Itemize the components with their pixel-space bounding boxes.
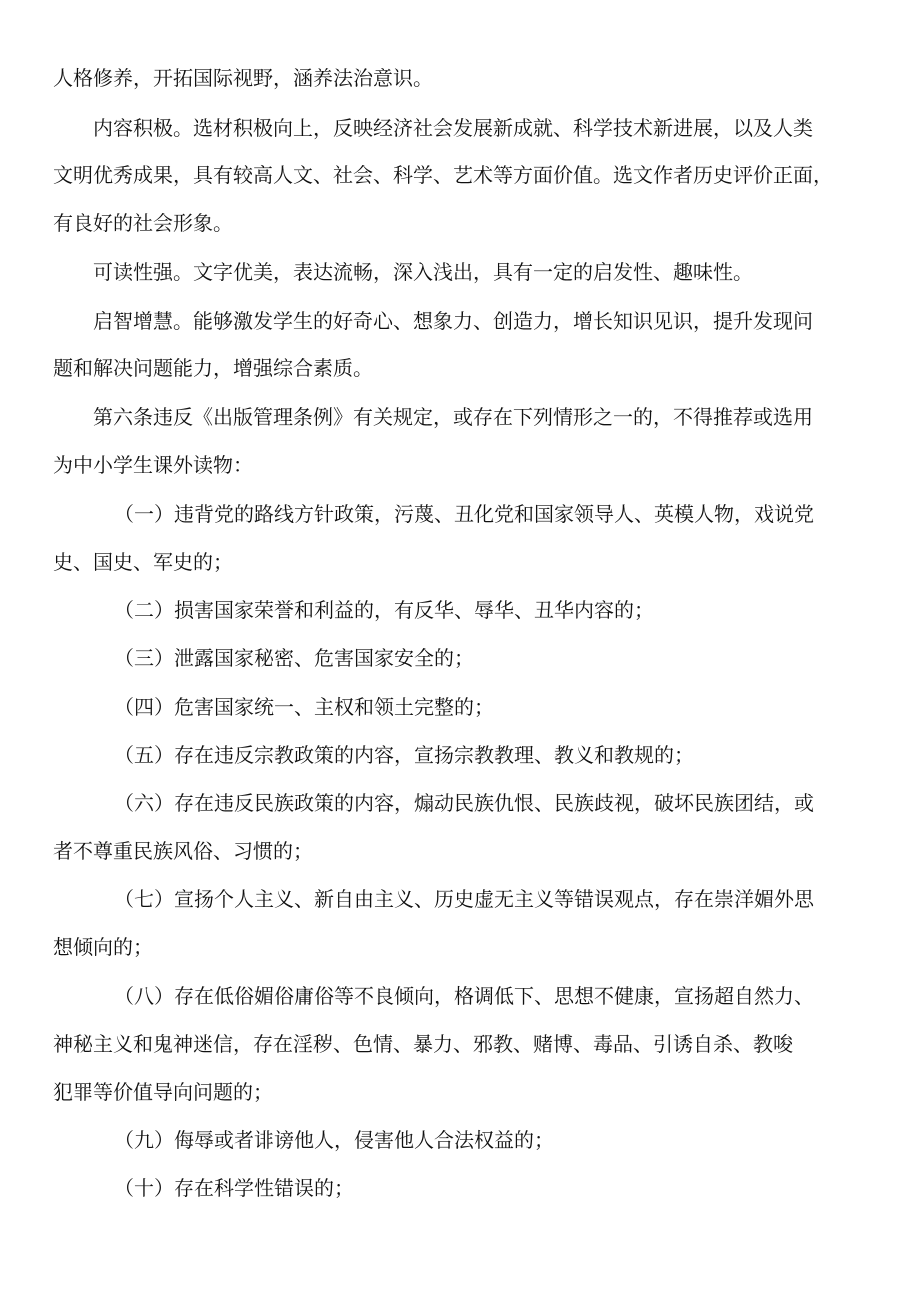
text-line: 神秘主义和鬼神迷信，存在淫秽、色情、暴力、邪教、赌博、毒品、引诱自杀、教唆 bbox=[53, 1032, 793, 1056]
text-line: 为中小学生课外读物： bbox=[53, 453, 253, 477]
text-line: （五）存在违反宗教政策的内容，宣扬宗教教理、教义和教规的； bbox=[114, 743, 694, 767]
text-line: （六）存在违反民族政策的内容，煽动民族仇恨、民族歧视，破坏民族团结，或 bbox=[114, 791, 814, 815]
text-line: 第六条违反《出版管理条例》有关规定，或存在下列情形之一的，不得推荐或选用 bbox=[93, 405, 813, 429]
text-line: 文明优秀成果，具有较高人文、社会、科学、艺术等方面价值。选文作者历史评价正面， bbox=[53, 163, 833, 187]
text-line: 可读性强。文字优美，表达流畅，深入浅出，具有一定的启发性、趣味性。 bbox=[93, 260, 753, 284]
text-line: 史、国史、军史的； bbox=[53, 550, 233, 574]
text-line: （四）危害国家统一、主权和领土完整的； bbox=[114, 695, 494, 719]
text-line: 想倾向的； bbox=[53, 935, 153, 959]
text-line: 启智增慧。能够激发学生的好奇心、想象力、创造力，增长知识见识，提升发现问 bbox=[93, 309, 813, 333]
text-line: （一）违背党的路线方针政策，污蔑、丑化党和国家领导人、英模人物，戏说党 bbox=[114, 502, 814, 526]
text-line: 内容积极。选材积极向上，反映经济社会发展新成就、科学技术新进展，以及人类 bbox=[93, 116, 813, 140]
text-line: 人格修养，开拓国际视野，涵养法治意识。 bbox=[53, 66, 433, 90]
text-line: （二）损害国家荣誉和利益的，有反华、辱华、丑华内容的； bbox=[114, 598, 654, 622]
text-line: （八）存在低俗媚俗庸俗等不良倾向，格调低下、思想不健康，宣扬超自然力、 bbox=[114, 984, 814, 1008]
text-line: 者不尊重民族风俗、习惯的； bbox=[53, 839, 313, 863]
text-line: （七）宣扬个人主义、新自由主义、历史虚无主义等错误观点，存在崇洋媚外思 bbox=[114, 887, 814, 911]
text-line: （九）侮辱或者诽谤他人，侵害他人合法权益的； bbox=[114, 1128, 554, 1152]
text-line: 有良好的社会形象。 bbox=[53, 211, 233, 235]
text-line: （十）存在科学性错误的； bbox=[114, 1176, 354, 1200]
text-line: （三）泄露国家秘密、危害国家安全的； bbox=[114, 646, 474, 670]
text-line: 题和解决问题能力，增强综合素质。 bbox=[53, 356, 373, 380]
text-line: 犯罪等价值导向问题的； bbox=[53, 1080, 273, 1104]
